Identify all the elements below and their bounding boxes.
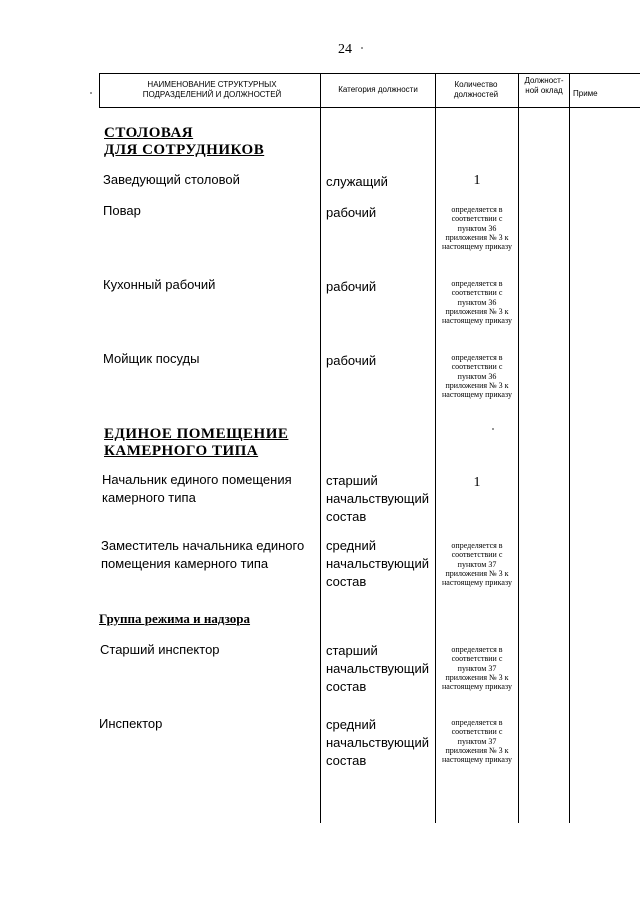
header-name-column: НАИМЕНОВАНИЕ СТРУКТУРНЫХ ПОДРАЗДЕЛЕНИЙ И ДОЛЖНОСТЕЙ	[142, 80, 282, 99]
position-quantity: 1	[473, 173, 481, 188]
page-number: 24	[338, 42, 352, 57]
position-category: старший начальствующий состав	[326, 643, 430, 694]
position-name: Заведующий столовой	[103, 172, 240, 187]
header-quantity-column: Количество должностей	[453, 80, 499, 99]
position-name: Мойщик посуды	[103, 351, 200, 366]
header-salary-column: Должност-ной оклад	[524, 76, 564, 95]
section-title	[104, 125, 264, 159]
column-divider-category	[320, 73, 321, 823]
section-title	[104, 426, 288, 460]
header-bottom-border	[99, 107, 640, 108]
column-divider-quantity	[435, 73, 436, 823]
section-title-line: СТОЛОВАЯ	[104, 125, 194, 141]
scan-speck	[492, 428, 494, 430]
column-divider-salary	[518, 73, 519, 823]
section-title-line: ЕДИНОЕ ПОМЕЩЕНИЕ	[104, 426, 289, 442]
position-quantity-note: определяется в соответствии с пунктом 37 приложения № 3 к настоящему приказу	[442, 645, 512, 692]
position-category: рабочий	[326, 353, 377, 368]
position-category: средний начальствующий состав	[326, 717, 430, 768]
header-note-column: Приме	[573, 89, 598, 98]
position-category: средний начальствующий состав	[326, 538, 430, 589]
position-name: Начальник единого помещения камерного типа	[102, 472, 292, 505]
section-title-line: ДЛЯ СОТРУДНИКОВ	[104, 142, 265, 158]
position-quantity-note: определяется в соответствии с пунктом 36 приложения № 3 к настоящему приказу	[442, 353, 512, 400]
position-name: Инспектор	[99, 716, 163, 731]
position-name: Кухонный рабочий	[103, 277, 216, 292]
table-left-border	[99, 73, 100, 107]
header-category-column: Категория должности	[338, 85, 418, 94]
position-quantity-note: определяется в соответствии с пунктом 37 приложения № 3 к настоящему приказу	[442, 718, 512, 765]
position-name: Заместитель начальника единого помещения камерного типа	[101, 538, 305, 571]
section-title-line: КАМЕРНОГО ТИПА	[104, 443, 259, 459]
column-divider-note	[569, 73, 570, 823]
position-quantity-note: определяется в соответствии с пунктом 37 приложения № 3 к настоящему приказу	[442, 541, 512, 588]
position-category: служащий	[326, 174, 388, 189]
scan-speck	[361, 47, 363, 49]
position-category: рабочий	[326, 205, 377, 220]
scan-speck	[90, 92, 92, 94]
position-category: рабочий	[326, 279, 377, 294]
position-name: Старший инспектор	[100, 642, 220, 657]
position-name: Повар	[103, 203, 141, 218]
table-top-border	[99, 73, 640, 74]
position-quantity: 1	[473, 475, 481, 490]
position-quantity-note: определяется в соответствии с пунктом 36 приложения № 3 к настоящему приказу	[442, 205, 512, 252]
position-quantity-note: определяется в соответствии с пунктом 36 приложения № 3 к настоящему приказу	[442, 279, 512, 326]
position-category: старший начальствующий состав	[326, 473, 430, 524]
subsection-title: Группа режима и надзора	[99, 611, 251, 626]
